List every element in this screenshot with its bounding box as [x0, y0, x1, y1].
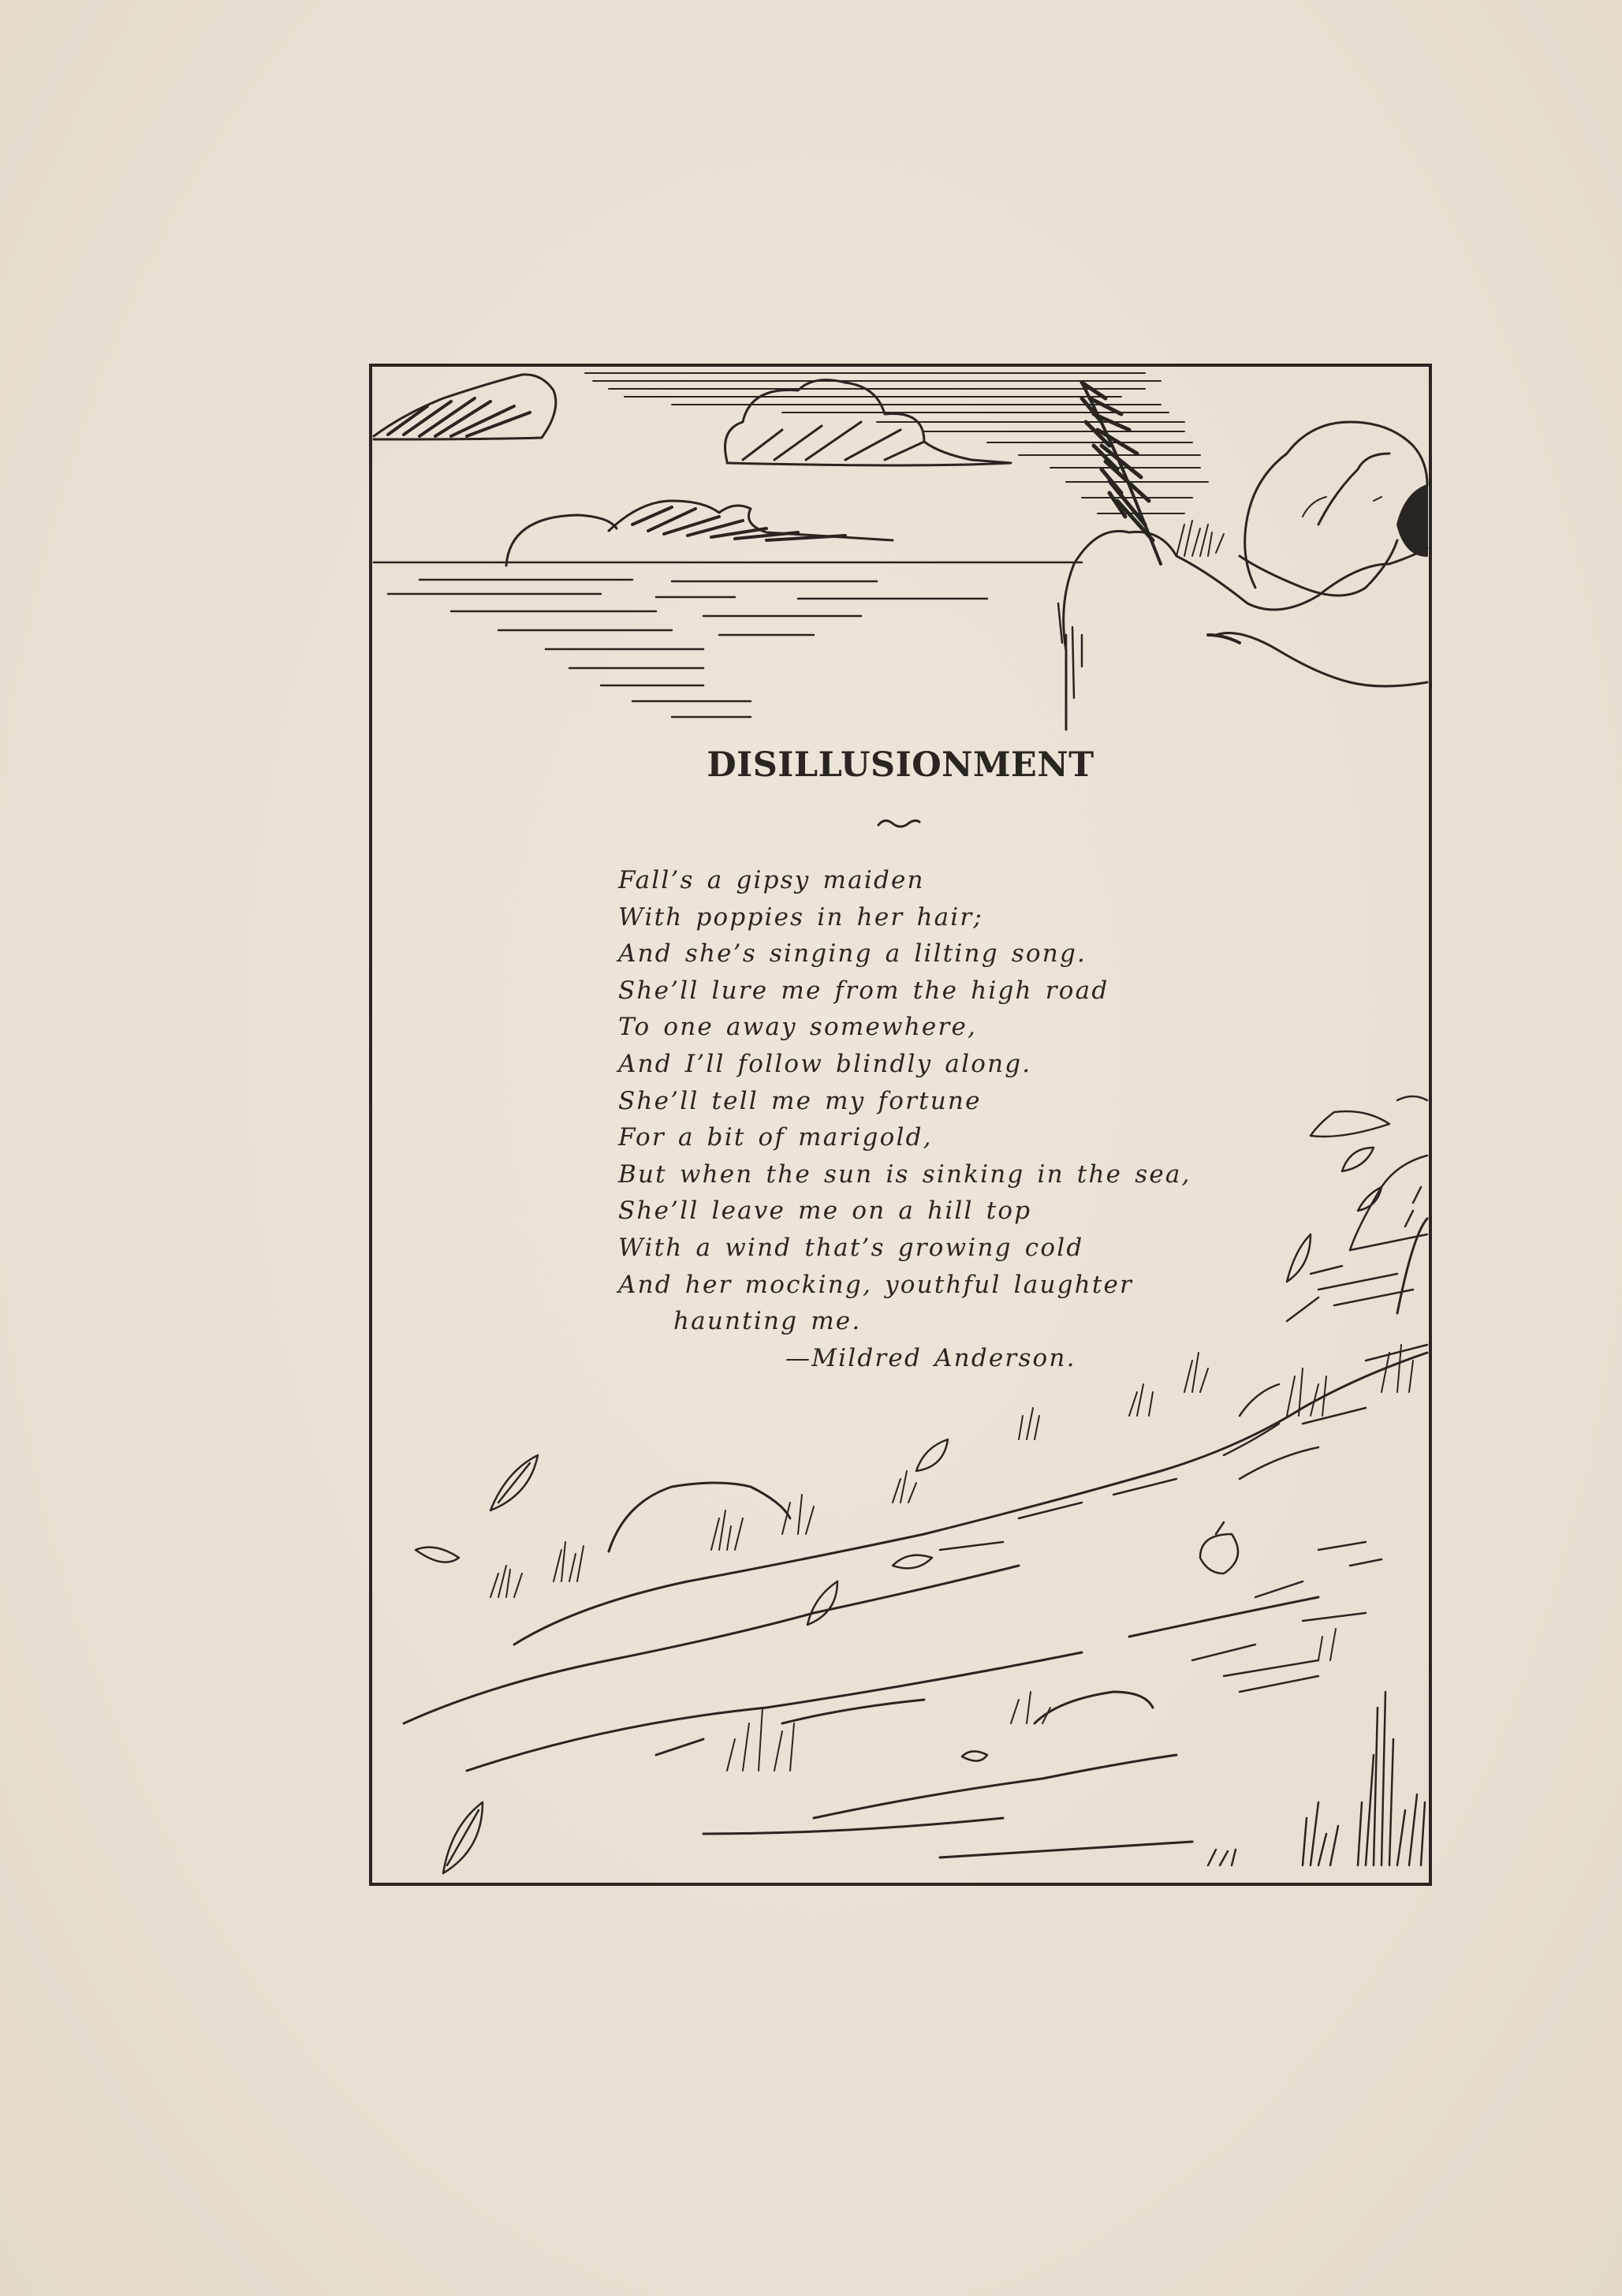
poem-line: Fall’s a gipsy maiden	[618, 866, 925, 894]
poem-line-continuation: haunting me.	[673, 1307, 862, 1336]
poem-line: But when the sun is sinking in the sea,	[618, 1159, 1191, 1189]
poem-line: And I’ll follow blindly along.	[618, 1049, 1032, 1078]
flourish-ornament-icon	[875, 814, 923, 838]
poem-line: She’ll tell me my fortune	[618, 1086, 982, 1115]
poem-line: She’ll leave me on a hill top	[618, 1197, 1032, 1226]
poem-line: To one away somewhere,	[618, 1013, 978, 1042]
poem-title: DISILLUSIONMENT	[707, 745, 1094, 785]
poem-line: And she’s singing a lilting song.	[618, 939, 1087, 969]
poem-line: For a bit of marigold,	[618, 1123, 933, 1152]
poem-line: She’ll lure me from the high road	[618, 976, 1109, 1005]
poem-body	[618, 862, 1233, 1376]
poem-line: And her mocking, youthful laughter	[618, 1270, 1134, 1299]
poem-author-signature: —Mildred Anderson.	[785, 1343, 1076, 1372]
poem-line: With poppies in her hair;	[618, 902, 984, 931]
illustration-frame	[369, 364, 1432, 1886]
poem-line: With a wind that’s growing cold	[618, 1233, 1084, 1262]
